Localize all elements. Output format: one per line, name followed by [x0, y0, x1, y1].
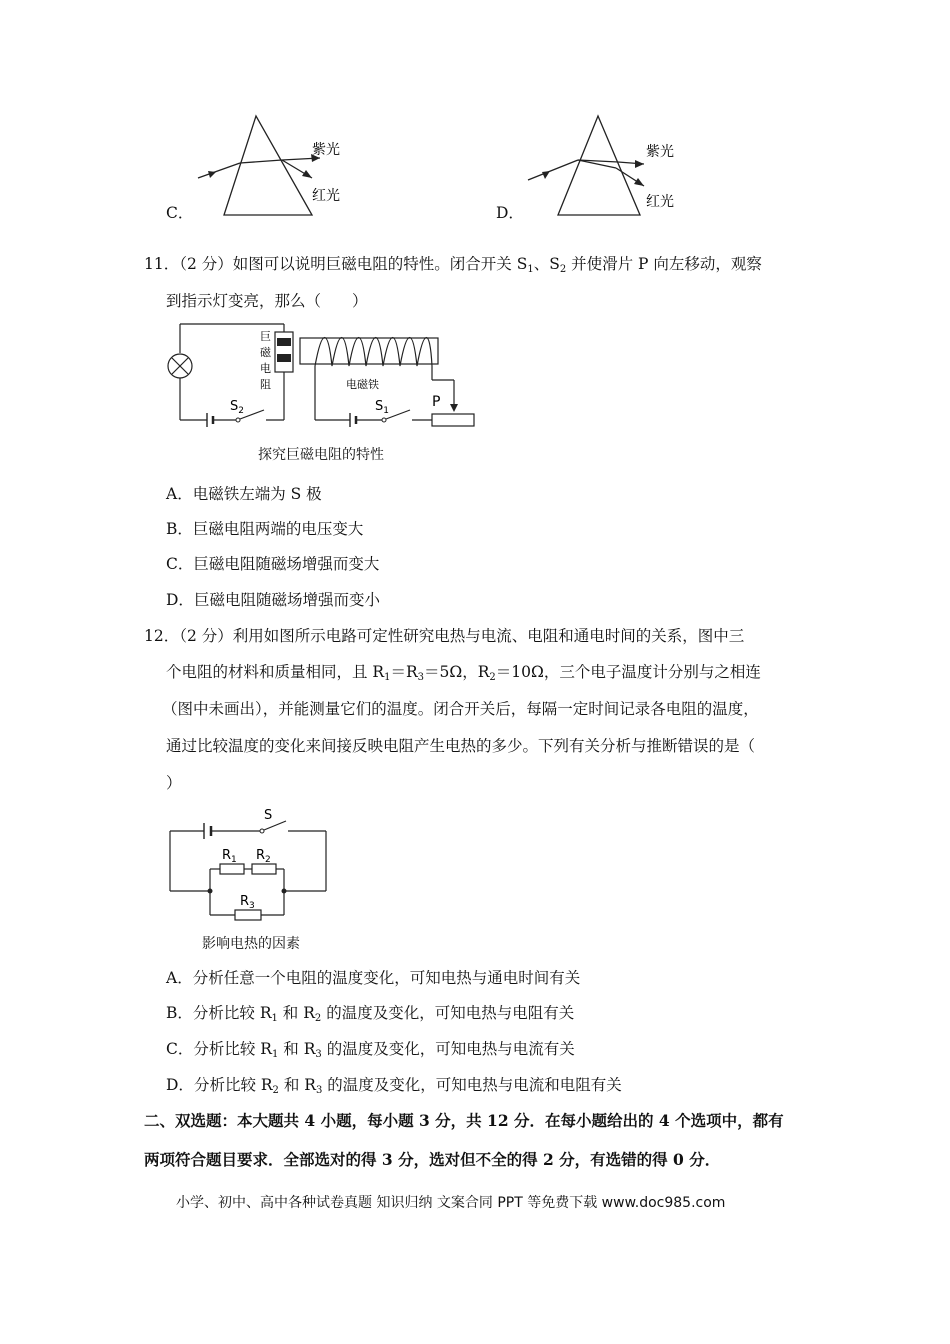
s2-label: $S_2$ [230, 399, 244, 416]
slider-p-label: P [432, 394, 441, 410]
s1-label: $S_1$ [375, 399, 389, 416]
q11-figure-caption: 探究巨磁电阻的特性 [258, 447, 384, 463]
r1-label: $R_1$ [222, 848, 237, 865]
q12-line5: ） [166, 774, 182, 792]
gmr-label-1: 巨 [260, 330, 271, 343]
section-2-line2: 两项符合题目要求．全部选对的得 3 分，选对但不全的得 2 分，有选错的得 0 分． [144, 1150, 721, 1169]
q11-option-b[interactable]: B．巨磁电阻两端的电压变大 [166, 520, 364, 538]
q12-line3: （图中未画出），并能测量它们的温度。闭合开关后，每隔一定时间记录各电阻的温度， [162, 700, 759, 718]
option-c-letter: C． [166, 204, 194, 222]
gmr-label-2: 磁 [260, 346, 271, 359]
q12-figure-caption: 影响电热的因素 [202, 936, 300, 952]
q11-option-a[interactable]: A．电磁铁左端为 S 极 [166, 485, 322, 503]
c-violet-label: 紫光 [312, 142, 340, 158]
option-d-letter: D． [496, 204, 524, 222]
heat-circuit-diagram [160, 803, 340, 928]
q12-line4: 通过比较温度的变化来间接反映电阻产生电热的多少。下列有关分析与推断错误的是（ [166, 737, 756, 755]
d-violet-label: 紫光 [646, 144, 674, 160]
c-red-label: 红光 [312, 188, 340, 204]
electromagnet-label: 电磁铁 [346, 378, 379, 391]
q12-option-d[interactable]: D．分析比较 $R_2$ 和 $R_3$ 的温度及变化，可知电热与电流和电阻有关 [166, 1076, 622, 1096]
prism-diagram-d [520, 108, 690, 223]
page-footer: 小学、初中、高中各种试卷真题 知识归纳 文案合同 PPT 等免费下载 www.doc985.com [176, 1195, 726, 1211]
q12-option-a[interactable]: A．分析任意一个电阻的温度变化，可知电热与通电时间有关 [166, 969, 581, 987]
gmr-label-4: 阻 [260, 378, 271, 391]
d-red-label: 红光 [646, 194, 674, 210]
prism-diagram-c [190, 108, 360, 223]
q11-line1: 11．（2 分）如图可以说明巨磁电阻的特性。闭合开关 $S_1$、$S_2$ 并使滑片 P 向左移动，观察 [144, 255, 762, 275]
q12-line2: 个电阻的材料和质量相同，且 $R_1=R_3=5\Omega$，$R_2=10\Omega$，三个电子温度计分别与之相连 [166, 663, 761, 683]
q11-option-d[interactable]: D．巨磁电阻随磁场增强而变小 [166, 591, 380, 609]
gmr-label-3: 电 [260, 362, 271, 375]
q12-option-b[interactable]: B．分析比较 $R_1$ 和 $R_2$ 的温度及变化，可知电热与电阻有关 [166, 1004, 575, 1024]
q11-option-c[interactable]: C．巨磁电阻随磁场增强而变大 [166, 555, 380, 573]
q12-line1: 12．（2 分）利用如图所示电路可定性研究电热与电流、电阻和通电时间的关系，图中三 [144, 627, 745, 645]
r3-label: $R_3$ [240, 894, 255, 911]
switch-s-label: S [264, 808, 273, 823]
r2-label: $R_2$ [256, 848, 271, 865]
q11-line2: 到指示灯变亮，那么（ ） [166, 292, 368, 310]
section-2-line1: 二、双选题：本大题共 4 小题，每小题 3 分，共 12 分．在每小题给出的 4 个选项中，都有 [144, 1111, 784, 1130]
q12-option-c[interactable]: C．分析比较 $R_1$ 和 $R_3$ 的温度及变化，可知电热与电流有关 [166, 1040, 575, 1060]
